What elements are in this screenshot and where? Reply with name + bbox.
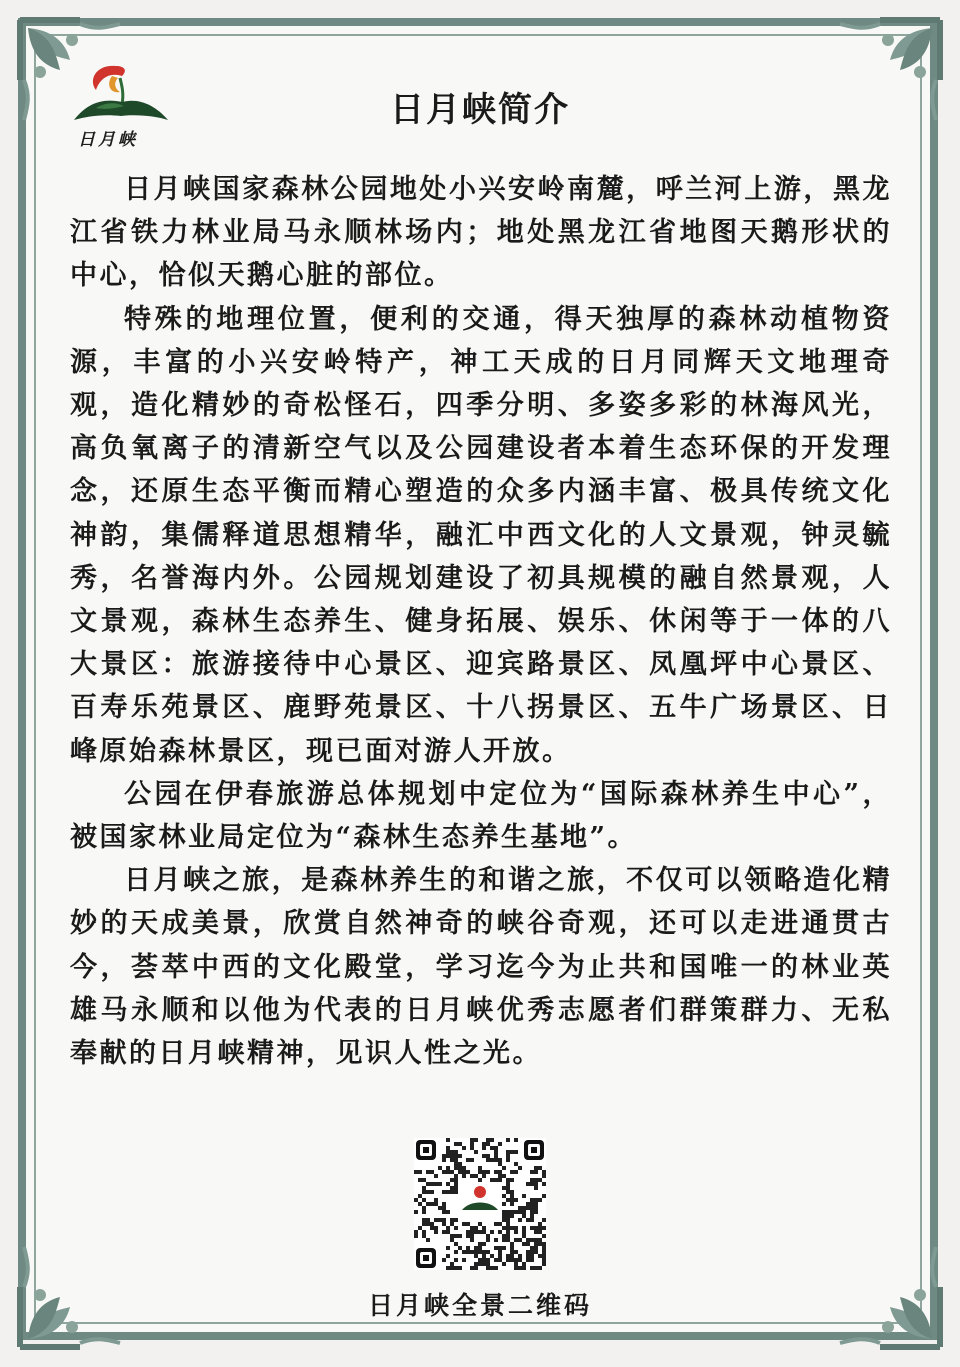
paragraph: 日月峡国家森林公园地处小兴安岭南麓，呼兰河上游，黑龙江省铁力林业局马永顺林场内；地处黑龙江省地图天鹅形状的中心，恰似天鹅心脏的部位。 [70,174,892,292]
qr-code-icon[interactable] [414,1138,546,1270]
paragraph: 日月峡之旅，是森林养生的和谐之旅，不仅可以领略造化精妙的天成美景，欣赏自然神奇的峡谷奇观，还可以走进通贯古今，荟萃中西的文化殿堂，学习迄今为止共和国唯一的林业英雄马永顺和以他为代表的日月峡优秀志愿者们群策群力、无私奉献的日月峡精神，见识人性之光。 [70,865,892,1070]
body-text [70,168,892,1075]
qr-caption: 日月峡全景二维码 [367,1291,592,1320]
paragraph: 公园在伊春旅游总体规划中定位为“国际森林养生中心”，被国家林业局定位为“森林生态养生基地”。 [70,778,892,854]
paragraph: 特殊的地理位置，便利的交通，得天独厚的森林动植物资源，丰富的小兴安岭特产，神工天成的日月同辉天文地理奇观，造化精妙的奇松怪石，四季分明、多姿多彩的林海风光，高负氧离子的清新空气以及公园建设者本着生态环保的开发理念，还原生态平衡而精心塑造的众多内涵丰富、极具传统文化神韵，集儒释道思想精华，融汇中西文化的人文景观，钟灵毓秀，名誉海内外。公园规划建设了初具规模的融自然景观，人文景观，森林生态养生、健身拓展、娱乐、休闲等于一体的八大景区：旅游接待中心景区、迎宾路景区、凤凰坪中心景区、百寿乐苑景区、鹿野苑景区、十八拐景区、五牛广场景区、日峰原始森林景区，现已面对游人开放。 [70,303,892,767]
page-title: 日月峡简介 [390,90,570,130]
logo-text: 日月峡 [78,130,138,150]
